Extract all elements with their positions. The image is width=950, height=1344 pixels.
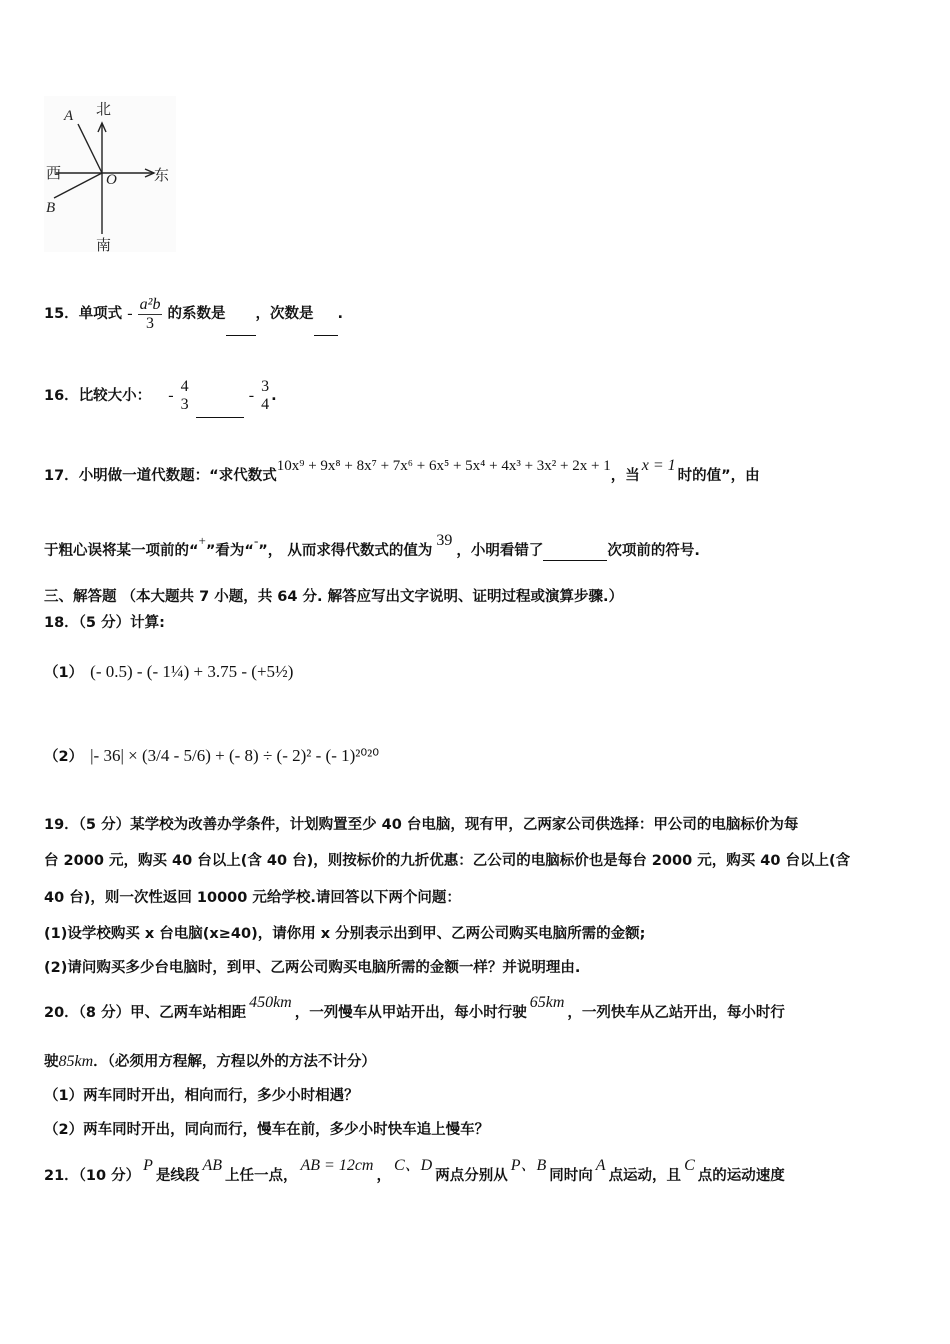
q17-line2-d: ，小明看错了 xyxy=(456,543,544,559)
q18-part1-label: （1） xyxy=(44,665,84,681)
q20-distance: 450km xyxy=(249,994,292,1011)
q16-prefix: 比较大小： xyxy=(78,388,152,404)
q17-text-2: ，当 xyxy=(610,468,640,484)
question-21-line-1 xyxy=(44,1157,785,1186)
south-label: 南 xyxy=(96,236,112,254)
q17-value: 39 xyxy=(436,532,453,549)
question-19-line-3: 40 台)，则一次性返回 10000 元给学校.请回答以下两个问题： xyxy=(44,890,461,906)
q16-end: . xyxy=(271,388,277,404)
origin-label: O xyxy=(106,172,117,188)
q21-t2: 上任一点， xyxy=(224,1168,298,1184)
ray-a-label: A xyxy=(64,108,74,124)
q17-line2-c: ”， 从而求得代数式的值为 xyxy=(258,543,433,559)
q18-part2-label: （2） xyxy=(44,749,84,765)
q15-frac-num: a²b xyxy=(139,295,161,313)
question-20-line-1 xyxy=(44,994,785,1023)
q16-minus-1: - xyxy=(168,387,174,404)
q21-number: 21．（10 分） xyxy=(44,1168,141,1184)
q21-c: C xyxy=(684,1157,695,1174)
q17-line2-b: ”看为“ xyxy=(205,543,254,559)
q16-frac2-den: 4 xyxy=(261,396,270,413)
question-20-line-2 xyxy=(44,1052,376,1072)
question-18-header: 18．（5 分）计算: xyxy=(44,615,165,631)
q16-fraction-1 xyxy=(179,378,191,414)
q21-t5: 同时向 xyxy=(549,1168,593,1184)
q21-t1: 是线段 xyxy=(155,1168,200,1184)
q17-number: 17． xyxy=(44,468,79,484)
q15-after-blank: ，次数是 xyxy=(255,306,314,322)
q21-ab: AB xyxy=(202,1157,222,1174)
q21-t4: 两点分别从 xyxy=(435,1168,508,1184)
question-16 xyxy=(44,374,277,418)
q20-fast-speed: 85km xyxy=(58,1053,94,1070)
q16-fraction-2 xyxy=(259,378,271,414)
q17-text-1: 小明做一道代数题：“求代数式 xyxy=(78,468,277,484)
q20-number: 20．（8 分）甲、乙两车站相距 xyxy=(44,1005,247,1021)
q16-minus-2: - xyxy=(248,387,255,404)
q18-part1-expr: (- 0.5) - (- 1¼) + 3.75 - (+5½) xyxy=(90,662,294,681)
q15-end: . xyxy=(337,306,344,322)
q15-minus: - xyxy=(127,305,133,322)
question-19-line-2: 台 2000 元，购买 40 台以上(含 40 台)，则按标价的九折优惠：乙公司的电脑标价也是每台 2000 元，购买 40 台以上(含 xyxy=(44,853,851,869)
north-label: 北 xyxy=(96,100,112,118)
q20-text-1: ，一列慢车从甲站开出，每小时行驶 xyxy=(294,1005,527,1021)
question-17-line-1 xyxy=(44,457,760,486)
q21-t3: ， xyxy=(376,1168,391,1184)
question-15 xyxy=(44,292,343,336)
question-20-part-2: （2）两车同时开出，同向而行，慢车在前，多少小时快车追上慢车？ xyxy=(44,1122,490,1138)
q16-blank xyxy=(196,403,244,418)
section-3-heading: 三、解答题 （本大题共 7 小题，共 64 分. 解答应写出文字说明、证明过程或演算步骤.） xyxy=(44,589,624,605)
q17-plus: + xyxy=(198,533,206,548)
q21-eq: AB = 12cm xyxy=(300,1157,374,1174)
q15-blank-1 xyxy=(226,321,256,336)
q16-number: 16． xyxy=(44,388,79,404)
q21-a: A xyxy=(595,1157,606,1174)
q17-line2-a: 于粗心误将某一项前的“ xyxy=(44,543,199,559)
q17-minus: - xyxy=(253,533,259,548)
q17-condition: x = 1 xyxy=(641,457,676,474)
compass-diagram xyxy=(44,96,176,252)
q20-slow-speed: 65km xyxy=(529,994,565,1011)
q15-number: 15． xyxy=(44,306,79,322)
q15-frac-den: 3 xyxy=(146,314,155,332)
question-19-line-4: (1)设学校购买 x 台电脑(x≥40)，请你用 x 分别表示出到甲、乙两公司购买电脑所需的金额; xyxy=(44,926,646,942)
q15-fraction xyxy=(138,296,163,333)
q20-line2-a: 驶 xyxy=(44,1054,59,1070)
q20-line2-b: ．（必须用方程解，方程以外的方法不计分） xyxy=(93,1054,376,1070)
q21-pb: P、B xyxy=(510,1157,547,1174)
q16-frac1-num: 4 xyxy=(180,378,189,395)
question-19-line-1: 19．（5 分）某学校为改善办学条件，计划购置至少 40 台电脑，现有甲，乙两家公司供选择：甲公司的电脑标价为每 xyxy=(44,817,799,833)
q16-frac1-den: 3 xyxy=(180,396,189,413)
q16-frac2-num: 3 xyxy=(261,378,270,395)
q21-t7: 点的运动速度 xyxy=(697,1168,785,1184)
question-18-part-2 xyxy=(44,732,379,781)
q17-line2-e: 次项前的符号. xyxy=(607,543,700,559)
east-label: 东 xyxy=(154,166,170,184)
q15-prefix: 单项式 xyxy=(78,306,123,322)
question-19-line-5: (2)请问购买多少台电脑时，到甲、乙两公司购买电脑所需的金额一样？并说明理由. xyxy=(44,960,581,976)
q17-text-3: 时的值”，由 xyxy=(677,468,760,484)
q21-cd: C、D xyxy=(393,1157,433,1174)
question-18-part-1 xyxy=(44,648,293,697)
ray-b-label: B xyxy=(46,200,56,216)
q15-middle: 的系数是 xyxy=(167,306,226,322)
q21-p: P xyxy=(143,1157,153,1174)
q15-blank-2 xyxy=(314,321,338,336)
q20-text-2: ，一列快车从乙站开出，每小时行 xyxy=(567,1005,785,1021)
west-label: 西 xyxy=(46,164,62,182)
q17-blank xyxy=(543,546,607,561)
question-17-line-2 xyxy=(44,532,700,561)
q18-part2-expr: |- 36| × (3/4 - 5/6) + (- 8) ÷ (- 2)² - (- 1)²⁰²⁰ xyxy=(90,746,380,765)
q17-polynomial: 10x⁹ + 9x⁸ + 8x⁷ + 7x⁶ + 6x⁵ + 5x⁴ + 4x³ + 3x² + 2x + 1 xyxy=(276,458,611,474)
question-20-part-1: （1）两车同时开出，相向而行，多少小时相遇？ xyxy=(44,1088,359,1104)
q21-t6: 点运动，且 xyxy=(608,1168,682,1184)
